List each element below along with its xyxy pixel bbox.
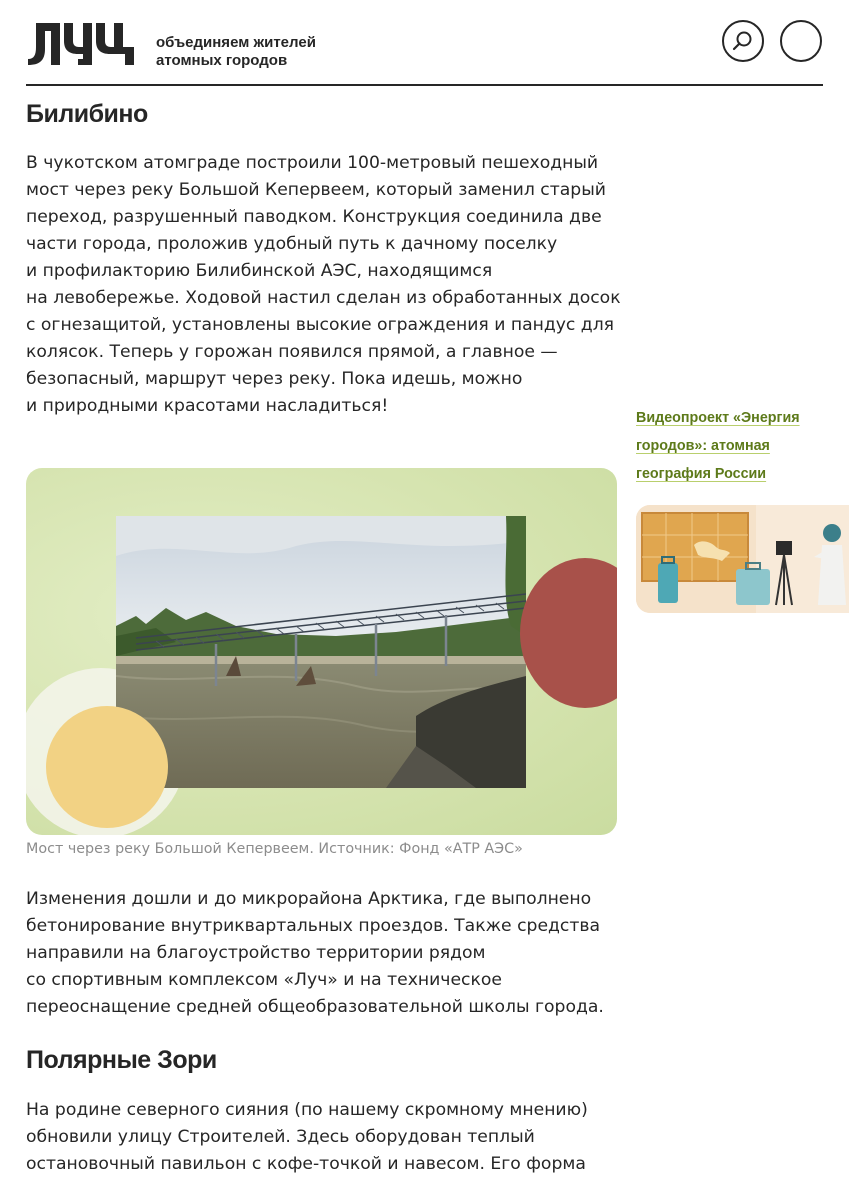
section-title-polyarnye-zori: Полярные Зори: [26, 1046, 217, 1074]
text-line: и природными красотами насладиться!: [26, 396, 389, 416]
text-line: Изменения дошли и до микрорайона Арктика, где выполнено: [26, 889, 592, 909]
bridge-photo-figure: [26, 468, 617, 835]
text-line: безопасный, маршрут через реку. Пока идешь, можно: [26, 369, 523, 389]
text-line: обновили улицу Строителей. Здесь оборудован теплый: [26, 1127, 535, 1147]
text-line: колясок. Теперь у горожан появился прямой, а главное —: [26, 342, 558, 362]
tagline-line-2: атомных городов: [156, 52, 288, 69]
video-project-illustration: [636, 505, 849, 613]
bridge-photo: [116, 516, 526, 788]
link-line: городов»: атомная: [636, 438, 770, 454]
zori-paragraph-1: [26, 1097, 626, 1178]
sidebar-video-project-link[interactable]: [636, 404, 836, 488]
search-icon: [732, 30, 754, 52]
section-title-bilibino: Билибино: [26, 100, 148, 128]
site-header: [0, 0, 849, 86]
link-line: география России: [636, 466, 767, 482]
sidebar-video-project-card[interactable]: [636, 505, 849, 613]
text-line: и профилакторию Билибинской АЭС, находящимся: [26, 261, 493, 281]
site-tagline: [156, 34, 316, 70]
photo-caption: Мост через реку Большой Кепервеем. Источник: Фонд «АТР АЭС»: [26, 841, 523, 857]
text-line: на левобережье. Ходовой настил сделан из обработанных досок: [26, 288, 621, 308]
tagline-line-1: объединяем жителей: [156, 34, 316, 51]
link-line: Видеопроект «Энергия: [636, 410, 800, 426]
text-line: мост через реку Большой Кепервеем, который заменил старый: [26, 180, 606, 200]
search-button[interactable]: [722, 20, 764, 62]
menu-button[interactable]: [780, 20, 822, 62]
text-line: На родине северного сияния (по нашему скромному мнению): [26, 1100, 588, 1120]
text-line: со спортивным комплексом «Луч» и на техническое: [26, 970, 502, 990]
bilibino-paragraph-2: [26, 886, 626, 1021]
text-line: бетонирование внутриквартальных проездов. Также средства: [26, 916, 601, 936]
luch-logo[interactable]: [26, 19, 136, 67]
text-line: с огнезащитой, установлены высокие ограждения и пандус для: [26, 315, 615, 335]
text-line: переоснащение средней общеобразовательной школы города.: [26, 997, 604, 1017]
text-line: остановочный павильон с кофе-точкой и навесом. Его форма: [26, 1154, 586, 1174]
decor-circle-red: [520, 558, 617, 708]
header-divider: [26, 84, 823, 86]
text-line: В чукотском атомграде построили 100-метровый пешеходный: [26, 153, 599, 173]
text-line: переход, разрушенный паводком. Конструкция соединила две: [26, 207, 602, 227]
text-line: части города, проложив удобный путь к дачному поселку: [26, 234, 558, 254]
text-line: направили на благоустройство территории рядом: [26, 943, 486, 963]
decor-circle-yellow: [46, 706, 168, 828]
bilibino-paragraph-1: [26, 150, 626, 420]
